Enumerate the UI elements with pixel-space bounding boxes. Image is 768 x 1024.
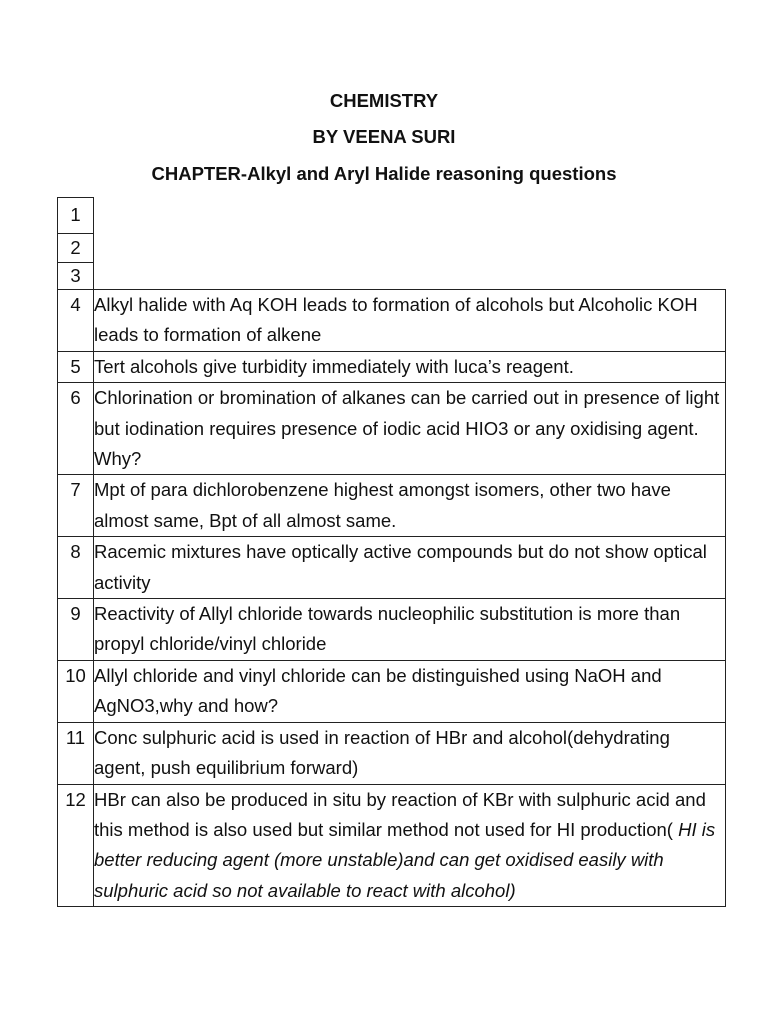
question-text: Reactivity of Allyl chloride towards nucleophilic substitution is more than propyl chloride/vinyl chloride (94, 599, 726, 661)
question-number: 11 (58, 722, 94, 784)
question-text-plain: HBr can also be produced in situ by reaction of KBr with sulphuric acid and this method is also used but similar method not used for HI production( (94, 788, 706, 840)
question-number: 1 (58, 198, 94, 234)
question-number: 7 (58, 475, 94, 537)
question-text: Allyl chloride and vinyl chloride can be distinguished using NaOH and AgNO3,why and how? (94, 660, 726, 722)
question-number: 4 (58, 290, 94, 352)
author-line: BY VEENA SURI (312, 126, 456, 147)
question-answer-italic: HI is better reducing agent (more unstable)and can get oxidised easily with sulphuric acid so not available to react with alcohol) (94, 818, 716, 901)
table-row (58, 351, 726, 382)
question-text (94, 263, 726, 290)
table-row (58, 784, 726, 907)
table-row (58, 475, 726, 537)
table-row (58, 263, 726, 290)
question-text (94, 784, 726, 907)
question-number: 8 (58, 537, 94, 599)
table-row (58, 198, 726, 234)
question-text: Alkyl halide with Aq KOH leads to formation of alcohols but Alcoholic KOH leads to formation of alkene (94, 290, 726, 352)
table-row (58, 234, 726, 263)
question-number: 9 (58, 599, 94, 661)
question-text (94, 234, 726, 263)
question-number: 5 (58, 351, 94, 382)
question-text: Chlorination or bromination of alkanes can be carried out in presence of light but iodination requires presence of iodic acid HIO3 or any oxidising agent. Why? (94, 383, 726, 475)
question-text: Tert alcohols give turbidity immediately with luca’s reagent. (94, 351, 726, 382)
table-row (58, 537, 726, 599)
subject-title: CHEMISTRY (329, 90, 439, 111)
table-row (58, 599, 726, 661)
question-number: 3 (58, 263, 94, 290)
question-number: 2 (58, 234, 94, 263)
question-number: 12 (58, 784, 94, 907)
table-row (58, 722, 726, 784)
chapter-title: CHAPTER-Alkyl and Aryl Halide reasoning questions (151, 163, 617, 184)
question-number: 10 (58, 660, 94, 722)
question-text: Mpt of para dichlorobenzene highest amongst isomers, other two have almost same, Bpt of all almost same. (94, 475, 726, 537)
question-number: 6 (58, 383, 94, 475)
table-row (58, 660, 726, 722)
table-row (58, 290, 726, 352)
question-text: Conc sulphuric acid is used in reaction of HBr and alcohol(dehydrating agent, push equilibrium forward) (94, 722, 726, 784)
question-text (94, 198, 726, 234)
question-text: Racemic mixtures have optically active compounds but do not show optical activity (94, 537, 726, 599)
table-row (58, 383, 726, 475)
questions-table (57, 197, 726, 907)
